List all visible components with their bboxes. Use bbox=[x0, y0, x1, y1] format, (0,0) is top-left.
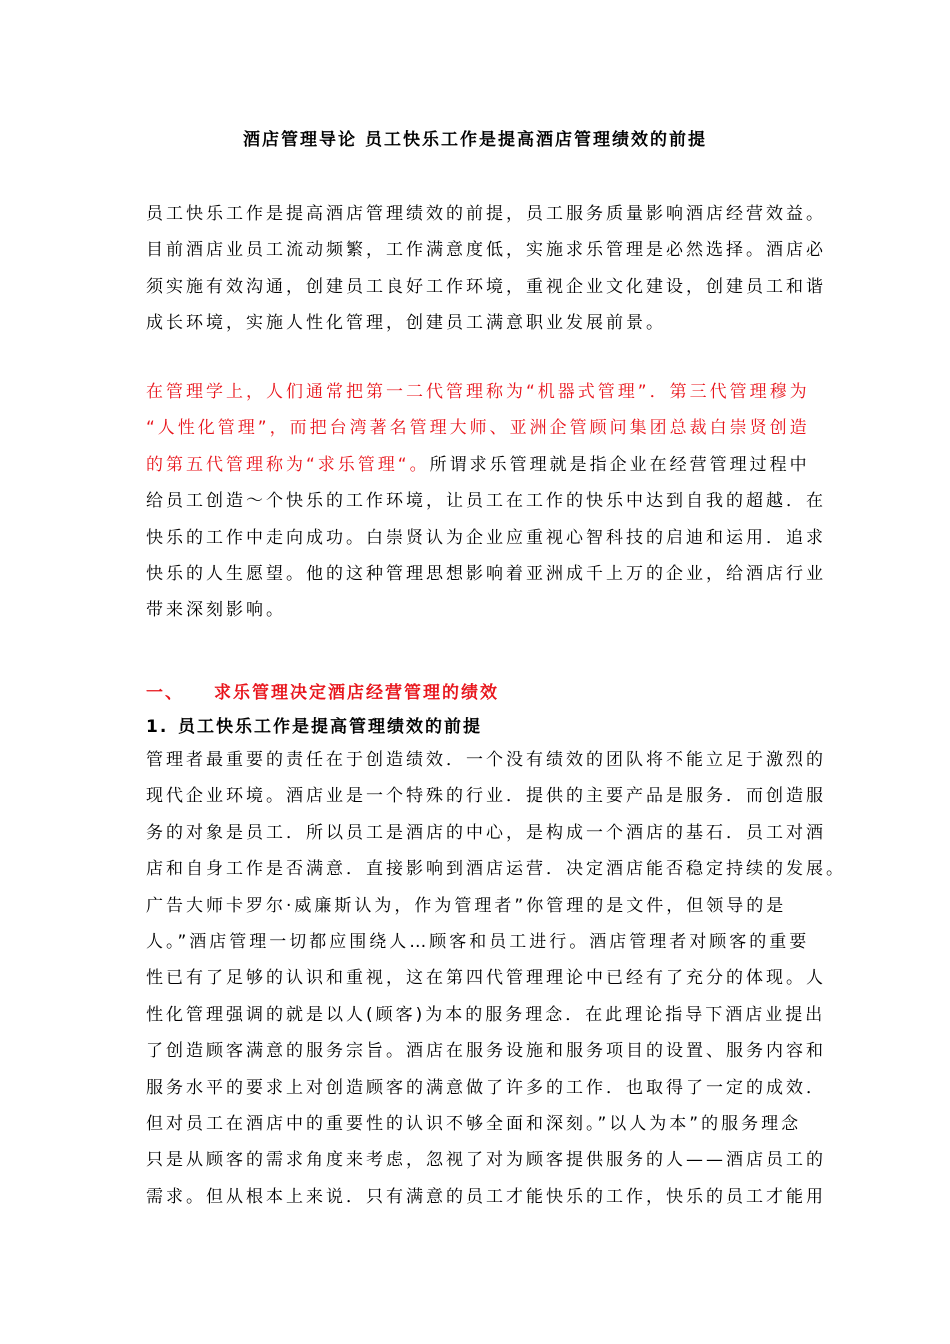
body-line: 现代企业环境。酒店业是一个特殊的行业．提供的主要产品是服务．而创造服 bbox=[146, 786, 826, 807]
body-line: 了创造顾客满意的服务宗旨。酒店在服务设施和服务项目的设置、服务内容和 bbox=[146, 1041, 826, 1062]
subsection-title: 员工快乐工作是提高管理绩效的前提 bbox=[178, 717, 482, 737]
body-line: 务的对象是员工．所以员工是酒店的中心，是构成一个酒店的基石．员工对酒 bbox=[146, 822, 826, 843]
body-line: 广告大师卡罗尔·威廉斯认为，作为管理者”你管理的是文件，但领导的是 bbox=[146, 895, 787, 916]
intro-line-red: 在管理学上，人们通常把第一二代管理称为“机器式管理”．第三代管理穆为 bbox=[146, 382, 810, 402]
abstract-paragraph bbox=[146, 196, 826, 342]
body-line: 性化管理强调的就是以人(顾客)为本的服务理念．在此理论指导下酒店业提出 bbox=[146, 1004, 826, 1025]
document-title: 酒店管理导论 员工快乐工作是提高酒店管理绩效的前提 bbox=[243, 130, 707, 150]
subsection-number: 1. bbox=[146, 717, 169, 737]
body-line: 只是从顾客的需求角度来考虑，忽视了对为顾客提供服务的人——酒店员工的 bbox=[146, 1150, 826, 1171]
intro-line: 快乐的工作中走向成功。白崇贤认为企业应重视心智科技的启迪和运用．追求 bbox=[146, 527, 826, 548]
body-paragraph bbox=[146, 742, 846, 1215]
body-line: 人。”酒店管理一切都应围绕人…顾客和员工进行。酒店管理者对顾客的重要 bbox=[146, 931, 810, 952]
section-heading bbox=[146, 678, 499, 703]
abstract-line: 成长环境，实施人性化管理，创建员工满意职业发展前景。 bbox=[146, 313, 666, 334]
abstract-line: 须实施有效沟通，创建员工良好工作环境，重视企业文化建设，创建员工和谐 bbox=[146, 276, 826, 297]
intro-line: 快乐的人生愿望。他的这种管理思想影响着亚洲成千上万的企业，给酒店行业 bbox=[146, 563, 826, 584]
abstract-line: 员工快乐工作是提高酒店管理绩效的前提，员工服务质量影响酒店经营效益。 bbox=[146, 204, 826, 224]
intro-line-red: “人性化管理”，而把台湾著名管理大师、亚洲企管顾问集团总裁白崇贤创造 bbox=[146, 418, 810, 439]
intro-paragraph bbox=[146, 374, 826, 629]
intro-line: 带来深刻影响。 bbox=[146, 600, 286, 621]
intro-line-mixed bbox=[146, 447, 826, 483]
body-line: 服务水平的要求上对创造顾客的满意做了许多的工作．也取得了一定的成效． bbox=[146, 1077, 826, 1098]
subsection-heading bbox=[146, 712, 482, 737]
body-line: 管理者最重要的责任在于创造绩效．一个没有绩效的团队将不能立足于激烈的 bbox=[146, 750, 826, 770]
body-line: 店和自身工作是否满意．直接影响到酒店运营．决定酒店能否稳定持续的发展。 bbox=[146, 859, 846, 880]
body-line: 需求。但从根本上来说．只有满意的员工才能快乐的工作，快乐的员工才能用 bbox=[146, 1186, 826, 1207]
body-line: 但对员工在酒店中的重要性的认识不够全面和深刻。”以人为本”的服务理念 bbox=[146, 1113, 802, 1134]
intro-line: 给员工创造～个快乐的工作环境，让员工在工作的快乐中达到自我的超越．在 bbox=[146, 491, 826, 512]
body-line: 性已有了足够的认识和重视，这在第四代管理理论中已经有了充分的体现。人 bbox=[146, 968, 826, 989]
abstract-line: 目前酒店业员工流动频繁，工作满意度低，实施求乐管理是必然选择。酒店必 bbox=[146, 240, 826, 261]
intro-black-fragment: 所谓求乐管理就是指企业在经营管理过程中 bbox=[429, 454, 810, 475]
section-title: 求乐管理决定酒店经营管理的绩效 bbox=[214, 683, 499, 703]
section-number: 一、 bbox=[146, 683, 184, 703]
intro-red-fragment: 的第五代管理称为“求乐管理“。 bbox=[146, 454, 430, 475]
